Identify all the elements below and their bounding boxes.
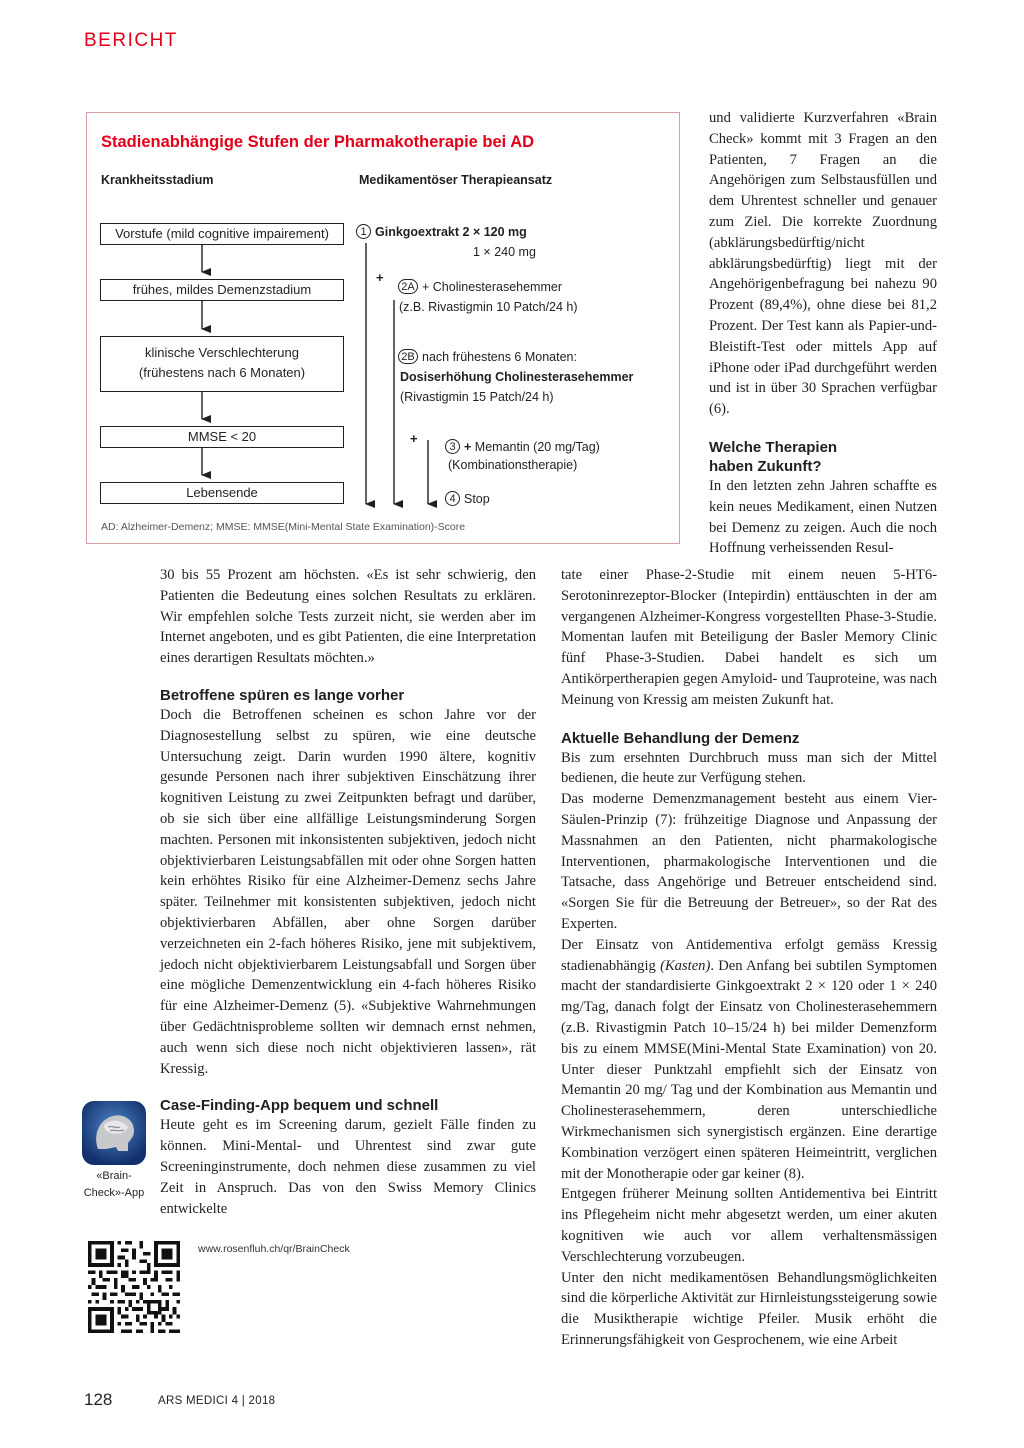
paragraph: Heute geht es im Screening darum, gezielt Fälle finden zu können. Mini-Mental- und Uhrentest sind zwar gute Screeninginstrumente, doch nehmen diese zusammen zu viel Zeit in Anspruch. Das von den Swiss Memory Clinics entwickelte [160,1117,536,1217]
therapy-text: nach frühestens 6 Monaten: [422,350,577,364]
paragraph: 30 bis 55 Prozent am höchsten. «Es ist sehr schwierig, den Patienten die Bedeutung eines solchen Resultats zu erklären. Wir empfehlen solche Tests zurzeit nicht, sie werden aber im Internet angeboten, und es gibt Patienten, die eine Interpretation eines derartigen Resultats möchten.» [160,567,536,667]
step-number: 3 [445,439,460,454]
box-title: Stadienabhängige Stufen der Pharmakotherapie bei AD [101,133,535,151]
app-caption [82,1168,146,1202]
therapy-text: (Kombinationstherapie) [448,458,578,472]
text-run: Der Einsatz von Antidementiva erfolgt gemäss Kressig stadienabhängig [561,936,937,974]
therapy-step-1 [356,223,527,242]
therapy-text [400,368,633,387]
step-number: 2B [398,349,418,364]
therapy-plus: + [464,440,472,454]
page-number: 128 [84,1390,113,1409]
subheading-line: haben Zukunft? [709,457,822,475]
therapy-step-2b [398,348,577,367]
caption-line: «Brain- [96,1170,132,1182]
stage-line: klinische Verschlechterung [145,345,299,360]
therapy-text: Stop [464,492,490,506]
paragraph: tate einer Phase-2-Studie mit einem neuen 5-HT6-Serotoninrezeptor-Blocker (Intepirdin) enttäuschten in der am vergangenen Alzheimer-Kongress vorgestellten Phase-3-Studie. Momentan laufen mit Beteiligung der Basler Memory Clinic fünf Phase-3-Studien. Dabei handelt es sich um Antikörpertherapien gegen Amyloid- und Tauproteine, was nach Meinung von Kressig am meisten Zukunft hat. [561,567,938,708]
therapy-step-3 [445,438,600,457]
subheading: Betroffene spüren es lange vorher [160,686,405,704]
paragraph [561,935,937,1185]
stage-box: MMSE < 20 [100,426,344,448]
paragraph: und validierte Kurzverfahren «Brain Check» kommt mit 3 Fragen an den Patienten, 7 Fragen an die Angehörigen zum Selbstausfüllen und dem Uhrentest schneller und genauer zum Ziel. Die korrekte Zuordnung (abklärungsbedürftig/nicht abklärungsbedürftig) liegt mit der Angehörigenbefragung bei nahezu 90 Prozent (89,4%), ohne diese bei 81,2 Prozent. Der Test kann als Papier-und-Bleistift-Test oder mittels App auf iPhone oder iPad durchgeführt werden und ist in über 30 Sprachen verfügbar (6). [709,110,937,418]
paragraph: Doch die Betroffenen scheinen es schon Jahre vor der Diagnosestellung selbst zu spüren, wie eine deutsche Untersuchung zeigt. Darin wurden 1990 ältere, kognitiv gesunde Personen nach ihrer subjektiven Einschätzung ihrer kognitiven Leistung zu zwei Zeitpunkten befragt und darüber, ob sie sich über eine allfällige Leistungsminderung Sorgen machten. Personen mit inkonsistenten subjektiven, jedoch nicht objektivierbaren Leistungsabfällen mit oder ohne Sorgen hatten kein erhöhtes Risiko für eine Alzheimer-Demenz sechs Jahre später. Teilnehmer mit konsistenten subjektiven, jedoch nicht objektivierbaren Abfällen, aber ohne Sorgen darüber verzeichneten ein 2-fach höheres Risiko, jene mit subjektivem, jedoch nicht objektivierbarem Leistungsabfall und Sorgen über eine mögliche Demenzentwicklung ein 4-fach höheres Risiko für eine Alzheimer-Demenz (5). «Subjektive Wahrnehmungen über Gedächtnisprobleme sollten wir demnach ernst nehmen, auch wenn sich diese noch nicht objektivieren lassen», rät Kressig. [160,706,536,1077]
text-run-italic: (Kasten) [660,957,711,974]
paragraph: Unter den nicht medikamentösen Behandlungsmöglichkeiten sind die körperliche Aktivität zur Hirnleistungssteigerung sowie die Musiktherapie wichtige Pfeiler. Musik erhöht die Erinnerungsfähigkeit von Gesprochenem, wie eine Arbeit [561,1269,937,1348]
therapy-text: + Cholinesterasehemmer [422,280,562,294]
stage-line: (frühestens nach 6 Monaten) [138,365,306,380]
stage-box: Lebensende [100,482,344,504]
step-number: 1 [356,224,371,239]
brain-check-link[interactable]: www.rosenfluh.ch/qr/BrainCheck [198,1243,350,1255]
step-number: 4 [445,491,460,506]
plus-sign: + [410,431,418,446]
paragraph: Das moderne Demenzmanagement besteht aus einem Vier-Säulen-Prinzip (7): frühzeitige Diagnose und Anpassung der Massnahmen an den Patienten, nicht pharmakologische Interventionen, pharmakologische Interventionen und die Tatsache, dass Angehörige und Betreuer entscheidend sind. «Sorgen Sie für die Betreuung der Betreuer», so der Rat des Experten. [561,791,937,932]
caption-line: Check»-App [83,1187,145,1199]
text-column-left [160,565,536,1219]
stage-box: Vorstufe (mild cognitive impairement) [100,223,344,245]
paragraph: Bis zum ersehnten Durchbruch muss man sich der Mittel bedienen, die heute zur Verfügung stehen. [561,749,937,787]
text-column-right-top [709,108,937,559]
paragraph: Entgegen früherer Meinung sollten Antidementiva bei Eintritt ins Pflegeheim nicht mehr abgesetzt werden, um einer akuten kognitiven wie auch vor allem verhaltensmässigen Verschlechterung vorzubeugen. [561,1186,937,1265]
subheading-line: Welche Therapien [709,438,838,456]
therapy-text: 1 × 240 mg [473,245,536,259]
therapy-step-4 [445,490,490,509]
therapy-text-bold: Dosiserhöhung Cholinesterasehemmer [400,370,634,384]
column-heading-stage: Krankheitsstadium [101,173,214,187]
subheading [709,438,937,476]
therapy-text: (Rivastigmin 15 Patch/24 h) [400,390,554,404]
box-footnote: AD: Alzheimer-Demenz; MMSE: MMSE(Mini-Mental State Examination)-Score [101,521,466,533]
paragraph: In den letzten zehn Jahren schaffte es kein neues Medikament, einen Nutzen bei Demenz zu zeigen. Auch die noch Hoffnung verheissenden Resul- [709,477,937,557]
text-column-right [561,565,937,1351]
plus-sign: + [376,270,384,285]
therapy-step-2a [398,278,562,297]
subheading: Aktuelle Behandlung der Demenz [561,729,800,747]
stage-box: frühes, mildes Demenzstadium [100,279,344,301]
brain-check-app-icon [82,1101,146,1165]
therapy-text: Memantin (20 mg/Tag) [474,440,600,454]
column-heading-therapy: Medikamentöser Therapieansatz [359,173,553,187]
subheading: Case-Finding-App bequem und schnell [160,1097,439,1115]
journal-name: ARS MEDICI 4 | 2018 [158,1395,276,1407]
therapy-text: Ginkgoextrakt 2 × 120 mg [375,225,527,239]
text-run: . Den Anfang bei subtilen Symptomen macht der standardisierte Ginkgoextrakt 2 × 120 oder 1 × 240 mg/Tag, danach folgt der Einsatz von Cholinesterasehemmern (z.B. Rivastigmin Patch 10–15/24 h) bei milder Demenzform bis zu einem MMSE(Mini-Mental State Examination) von 20. Unter dieser Punktzahl empfiehlt sich der Einsatz von Memantin 20 mg/ Tag und der Kombination aus Memantin und Cholinesterasehemmern, deren unterschiedliche Wirkmechanismen sich synergistisch ergänzen. Eine derartige Kombination verzögert einen späteren Heimeintritt, verglichen mit der Monotherapie oder gar keiner (8). [561,957,938,1182]
therapy-text: (z.B. Rivastigmin 10 Patch/24 h) [399,300,578,314]
section-label: BERICHT [84,30,178,51]
qr-code-icon[interactable] [88,1241,180,1333]
step-number: 2A [398,279,418,294]
